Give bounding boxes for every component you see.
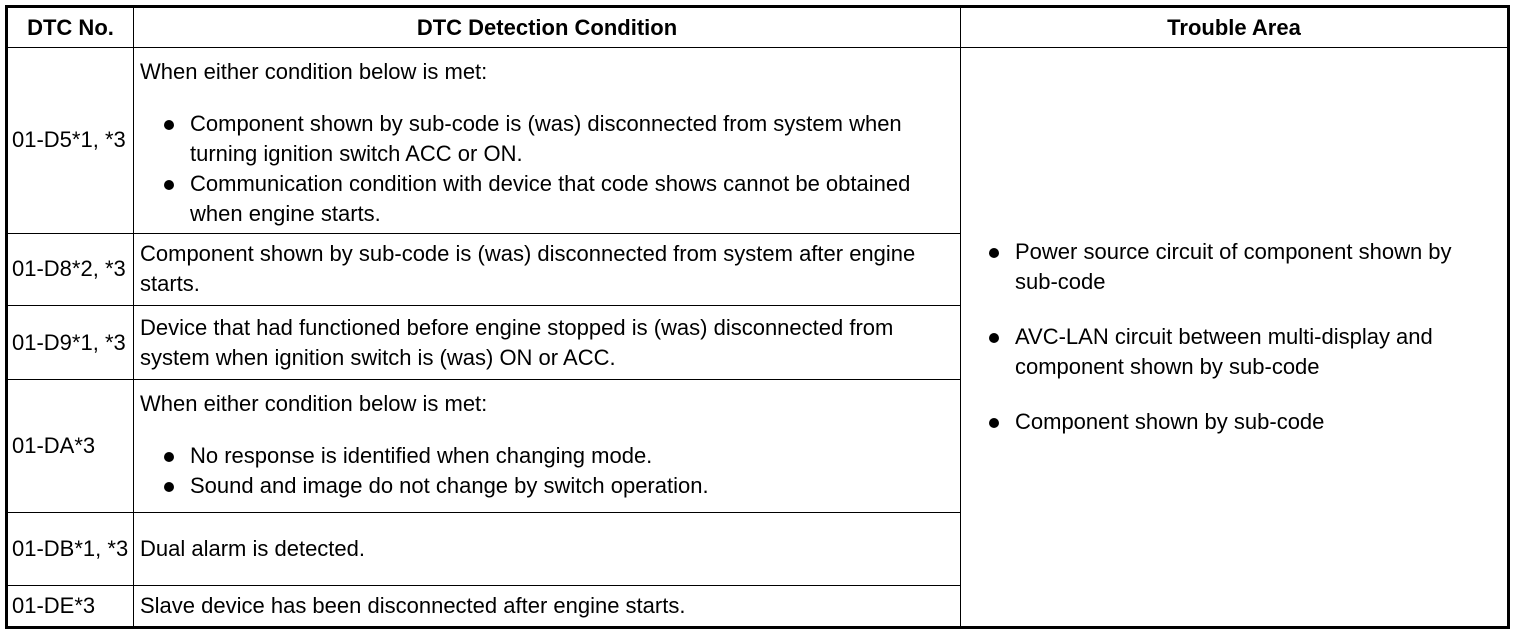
condition-lead: When either condition below is met: [140, 59, 488, 84]
trouble-area-cell [961, 48, 1509, 628]
table-row [7, 48, 1509, 234]
condition-list [140, 109, 954, 229]
dtc-code: 01-DE*3 [7, 585, 134, 627]
trouble-area-item: Component shown by sub-code [983, 407, 1497, 437]
dtc-table [5, 5, 1510, 629]
detection-condition: Device that had functioned before engine stopped is (was) disconnected from system when ignition switch is (was) ON or ACC. [134, 306, 961, 380]
trouble-area-item: Power source circuit of component shown by sub-code [983, 237, 1497, 297]
header-detection-condition: DTC Detection Condition [134, 7, 961, 48]
condition-list [140, 441, 954, 501]
dtc-code: 01-DB*1, *3 [7, 512, 134, 585]
detection-condition: Dual alarm is detected. [134, 512, 961, 585]
detection-condition [134, 48, 961, 234]
header-dtc-no: DTC No. [7, 7, 134, 48]
condition-item: Sound and image do not change by switch operation. [158, 471, 954, 501]
detection-condition: Component shown by sub-code is (was) disconnected from system after engine starts. [134, 233, 961, 306]
dtc-code: 01-D5*1, *3 [7, 48, 134, 234]
condition-item: Communication condition with device that code shows cannot be obtained when engine starts. [158, 169, 954, 229]
condition-item: No response is identified when changing mode. [158, 441, 954, 471]
dtc-code: 01-DA*3 [7, 379, 134, 512]
header-trouble-area: Trouble Area [961, 7, 1509, 48]
header-row [7, 7, 1509, 48]
trouble-area-list [973, 237, 1497, 437]
trouble-area-item: AVC-LAN circuit between multi-display and component shown by sub-code [983, 322, 1497, 382]
dtc-code: 01-D9*1, *3 [7, 306, 134, 380]
detection-condition [134, 379, 961, 512]
condition-lead: When either condition below is met: [140, 390, 488, 416]
condition-item: Component shown by sub-code is (was) disconnected from system when turning ignition switch ACC or ON. [158, 109, 954, 169]
detection-condition: Slave device has been disconnected after engine starts. [134, 585, 961, 627]
dtc-code: 01-D8*2, *3 [7, 233, 134, 306]
